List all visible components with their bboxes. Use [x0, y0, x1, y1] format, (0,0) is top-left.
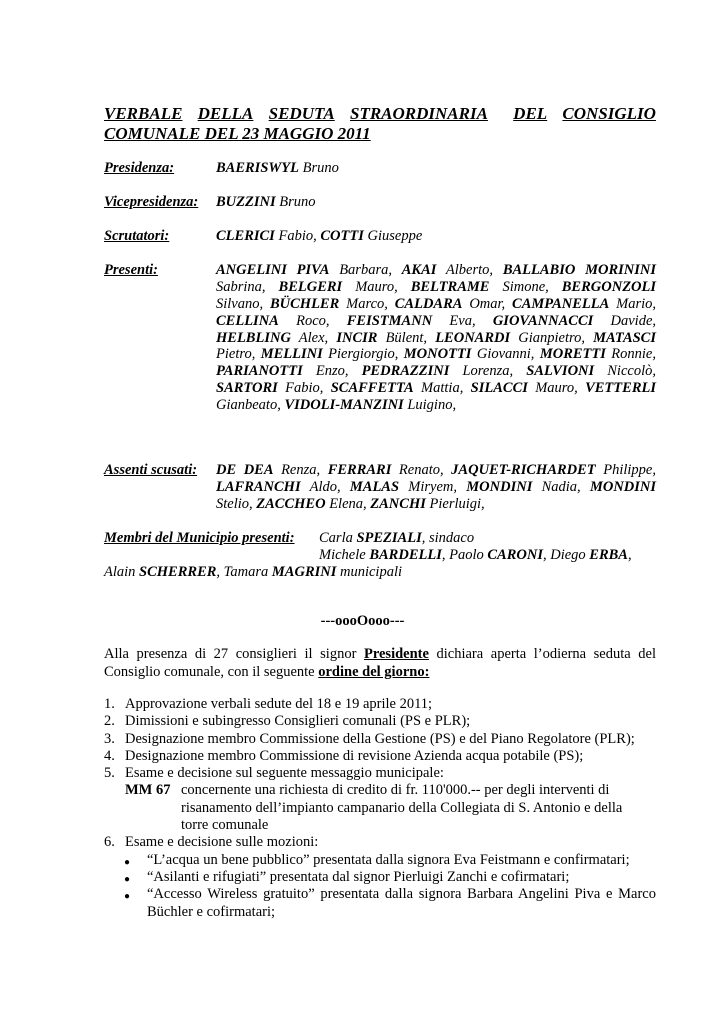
given-name: Fabio, — [274, 228, 321, 244]
mozione-item — [104, 869, 656, 886]
assenti-label: Assenti scusati: — [104, 462, 198, 478]
intro-line-2 — [104, 663, 656, 681]
given-name: Alex, — [290, 329, 337, 346]
given-name: Omar, — [462, 295, 513, 312]
agenda-item — [104, 834, 656, 851]
surname: LEONARDI — [435, 329, 511, 346]
municipio-line-1 — [319, 530, 474, 547]
given-name: Piergiorgio, — [322, 346, 404, 363]
section-separator: ---oooOooo--- — [320, 613, 405, 629]
given-name: Davide, — [593, 312, 657, 329]
surname: BÜCHLER — [269, 295, 340, 312]
municipio-line-2 — [319, 547, 632, 564]
given-name: , sindaco — [421, 530, 475, 546]
given-name: Gianbeato, — [216, 397, 285, 414]
item-text: Designazione membro Commissione di revisione Azienda acqua potabile (PS); — [125, 747, 584, 764]
item-text: Dimissioni e subingresso Consiglieri comunali (PS e PLR); — [125, 713, 471, 730]
presidenza-value — [216, 160, 339, 177]
given-name: Stelio, — [216, 495, 257, 512]
mm-line — [104, 782, 656, 799]
surname: ZANCHI — [370, 495, 426, 512]
title-line-1 — [104, 104, 656, 124]
given-name: Philippe, — [595, 462, 656, 478]
surname: BARDELLI — [369, 547, 442, 563]
name-list-line — [216, 479, 656, 496]
name-list-line — [216, 397, 656, 414]
name-list-line — [216, 279, 656, 296]
item-text: Approvazione verbali sedute del 18 e 19 aprile 2011; — [125, 696, 433, 712]
surname: FERRARI — [327, 462, 392, 478]
presidenza-label: Presidenza: — [104, 160, 175, 176]
vicepresidenza-label: Vicepresidenza: — [104, 194, 199, 210]
surname: SILACCI — [470, 380, 528, 397]
surname: SALVIONI — [526, 363, 595, 380]
title-word: STRAORDINARIA — [350, 104, 488, 123]
surname: BELGERI — [278, 278, 343, 295]
surname: DE DEA — [216, 462, 274, 478]
surname: SCHERRER — [139, 564, 217, 580]
given-name: , Tamara — [216, 564, 272, 580]
name-list-line — [216, 330, 656, 347]
surname: BELTRAME — [410, 278, 490, 295]
surname: MAGRINI — [271, 564, 337, 580]
surname: LAFRANCHI — [216, 478, 301, 495]
presidente-emphasis: Presidente — [363, 646, 429, 662]
given-name: Alain — [104, 564, 140, 580]
given-name: Miryem, — [399, 478, 467, 495]
given-name: , Paolo — [441, 547, 488, 563]
surname: BERGONZOLI — [561, 278, 657, 295]
given-name: Bülent, — [377, 329, 436, 346]
surname: CLERICI — [216, 228, 275, 244]
given-name: municipali — [336, 564, 403, 580]
surname: MALAS — [349, 478, 400, 495]
surname: SPEZIALI — [356, 530, 422, 546]
item-text: Esame e decisione sulle mozioni: — [125, 834, 319, 851]
given-name: Carla — [319, 530, 357, 546]
intro-text: dichiara aperta l’odierna seduta del — [428, 646, 656, 662]
surname: VETTERLI — [585, 380, 656, 397]
vicepresidenza-value — [216, 194, 316, 211]
given-name: Mauro, — [342, 278, 411, 295]
mozione-text: Büchler e cofirmatari; — [147, 903, 276, 920]
municipio-line-3 — [104, 564, 402, 581]
name-list-line — [216, 363, 656, 380]
name-list-line — [216, 346, 656, 363]
bullet-icon: ● — [124, 856, 131, 868]
given-name: Nadia, — [532, 478, 590, 495]
surname: GIOVANNACCI — [492, 312, 594, 329]
item-number: 1. — [104, 696, 115, 712]
given-name: Mauro, — [527, 380, 586, 397]
surname: MONOTTI — [403, 346, 472, 363]
surname: MORETTI — [539, 346, 606, 363]
surname: MONDINI — [466, 478, 533, 495]
surname: BALLABIO MORININI — [502, 262, 656, 278]
title-word: DEL — [513, 104, 548, 123]
item-number: 4. — [104, 747, 115, 764]
surname: BAERISWYL — [216, 160, 299, 176]
given-name: Pierluigi, — [425, 495, 485, 512]
name-list-line — [216, 313, 656, 330]
surname: VIDOLI-MANZINI — [284, 397, 404, 414]
surname: INCIR — [336, 329, 378, 346]
agenda-list — [104, 696, 656, 921]
item-number: 5. — [104, 765, 115, 782]
title-word: SEDUTA — [268, 104, 335, 123]
given-name: Gianpietro, — [510, 329, 594, 346]
given-name: Sabrina, — [216, 278, 279, 295]
title-line-2: COMUNALE DEL 23 MAGGIO 2011 — [104, 124, 371, 143]
mozione-text: “Asilanti e rifugiati” presentata dal signor Pierluigi Zanchi e cofirmatari; — [147, 868, 570, 885]
given-name: Bruno — [275, 194, 316, 210]
presenti-list — [216, 262, 656, 414]
surname: CARONI — [487, 547, 543, 563]
title-word: DELLA — [197, 104, 254, 123]
name-list-line — [216, 462, 656, 479]
given-name: Michele — [319, 547, 370, 563]
surname: CELLINA — [216, 312, 279, 329]
surname: SARTORI — [216, 380, 278, 397]
surname: JAQUET-RICHARDET — [451, 462, 596, 478]
mm-text: risanamento dell’impianto campanario della Collegiata di S. Antonio e della — [181, 799, 623, 816]
mm-text: torre comunale — [181, 817, 269, 834]
surname: MELLINI — [260, 346, 323, 363]
mozione-text-line: “Accesso Wireless gratuito” presentata dalla signora Barbara Angelini Piva e Marco — [147, 886, 656, 903]
given-name: Mattia, — [413, 380, 471, 397]
agenda-item — [104, 765, 656, 782]
ordine-del-giorno-emphasis: ordine del giorno: — [318, 664, 430, 680]
mozione-text — [147, 886, 656, 903]
given-name: Simone, — [489, 278, 562, 295]
intro-text: Consiglio comunale, con il seguente — [104, 664, 319, 680]
agenda-item — [104, 696, 656, 713]
surname: SCAFFETTA — [330, 380, 414, 397]
item-text: Esame e decisione sul seguente messaggio municipale: — [125, 765, 444, 782]
mozione-text: “L’acqua un bene pubblico” presentata dalla signora Eva Feistmann e confirmatari; — [147, 851, 630, 868]
given-name: Enzo, — [302, 363, 362, 380]
assenti-list — [216, 462, 656, 513]
given-name: Mario, — [609, 295, 657, 312]
name-list-line — [216, 496, 656, 513]
item-number: 2. — [104, 713, 115, 730]
surname: AKAI — [401, 262, 437, 278]
mozione-item-cont — [104, 904, 656, 921]
municipio-label: Membri del Municipio presenti: — [104, 530, 295, 546]
name-list-line — [216, 262, 656, 279]
surname: CAMPANELLA — [512, 295, 610, 312]
document-title — [104, 104, 656, 144]
given-name: Elena, — [325, 495, 371, 512]
agenda-item — [104, 748, 656, 765]
surname: ERBA — [589, 547, 628, 563]
given-name: Aldo, — [300, 478, 350, 495]
surname: COTTI — [320, 228, 364, 244]
mm-text: concernente una richiesta di credito di fr. 110'000.-- per degli interventi di — [181, 782, 610, 799]
bullet-icon: ● — [124, 873, 131, 885]
given-name: Niccolò, — [594, 363, 656, 380]
given-name: Fabio, — [277, 380, 331, 397]
given-name: Alberto, — [436, 262, 503, 278]
surname: ZACCHEO — [256, 495, 326, 512]
mm-line — [104, 817, 656, 834]
mm-line — [104, 800, 656, 817]
item-number: 3. — [104, 730, 115, 747]
given-name: , — [627, 547, 632, 563]
given-name: Renato, — [391, 462, 452, 478]
surname: MONDINI — [589, 478, 657, 495]
scrutatori-value — [216, 228, 422, 245]
presenti-label: Presenti: — [104, 262, 158, 278]
surname: PARIANOTTI — [216, 363, 303, 380]
surname: PEDRAZZINI — [361, 363, 450, 380]
given-name: Bruno — [299, 160, 339, 176]
given-name: Ronnie, — [605, 346, 656, 363]
given-name: Barbara, — [329, 262, 402, 278]
intro-paragraph — [104, 645, 656, 681]
given-name: Luigino, — [403, 397, 457, 414]
intro-line-1 — [104, 645, 656, 663]
given-name: Roco, — [278, 312, 347, 329]
mozione-item — [104, 852, 656, 869]
surname: MATASCI — [593, 329, 656, 346]
surname: CALDARA — [394, 295, 463, 312]
mozione-item — [104, 886, 656, 903]
agenda-item — [104, 731, 656, 748]
given-name: Renza, — [273, 462, 328, 478]
given-name: , Diego — [542, 547, 590, 563]
given-name: Giuseppe — [363, 228, 423, 244]
title-word: VERBALE — [104, 104, 183, 123]
surname: HELBLING — [216, 329, 291, 346]
item-text: Designazione membro Commissione della Gestione (PS) e del Piano Regolatore (PLR); — [125, 730, 635, 747]
name-list-line — [216, 296, 656, 313]
title-word: CONSIGLIO — [562, 104, 656, 123]
scrutatori-label: Scrutatori: — [104, 228, 170, 244]
surname: BUZZINI — [216, 194, 276, 210]
surname: ANGELINI PIVA — [216, 262, 330, 278]
given-name: Lorenza, — [449, 363, 527, 380]
given-name: Marco, — [339, 295, 395, 312]
bullet-icon: ● — [124, 891, 131, 903]
mm-label: MM 67 — [125, 782, 171, 799]
intro-text: Alla presenza di 27 consiglieri il signor — [104, 646, 364, 662]
item-number: 6. — [104, 834, 115, 851]
surname: FEISTMANN — [346, 312, 433, 329]
given-name: Silvano, — [216, 295, 270, 312]
given-name: Pietro, — [216, 346, 261, 363]
given-name: Giovanni, — [471, 346, 540, 363]
name-list-line — [216, 380, 656, 397]
agenda-item — [104, 713, 656, 730]
given-name: Eva, — [432, 312, 493, 329]
